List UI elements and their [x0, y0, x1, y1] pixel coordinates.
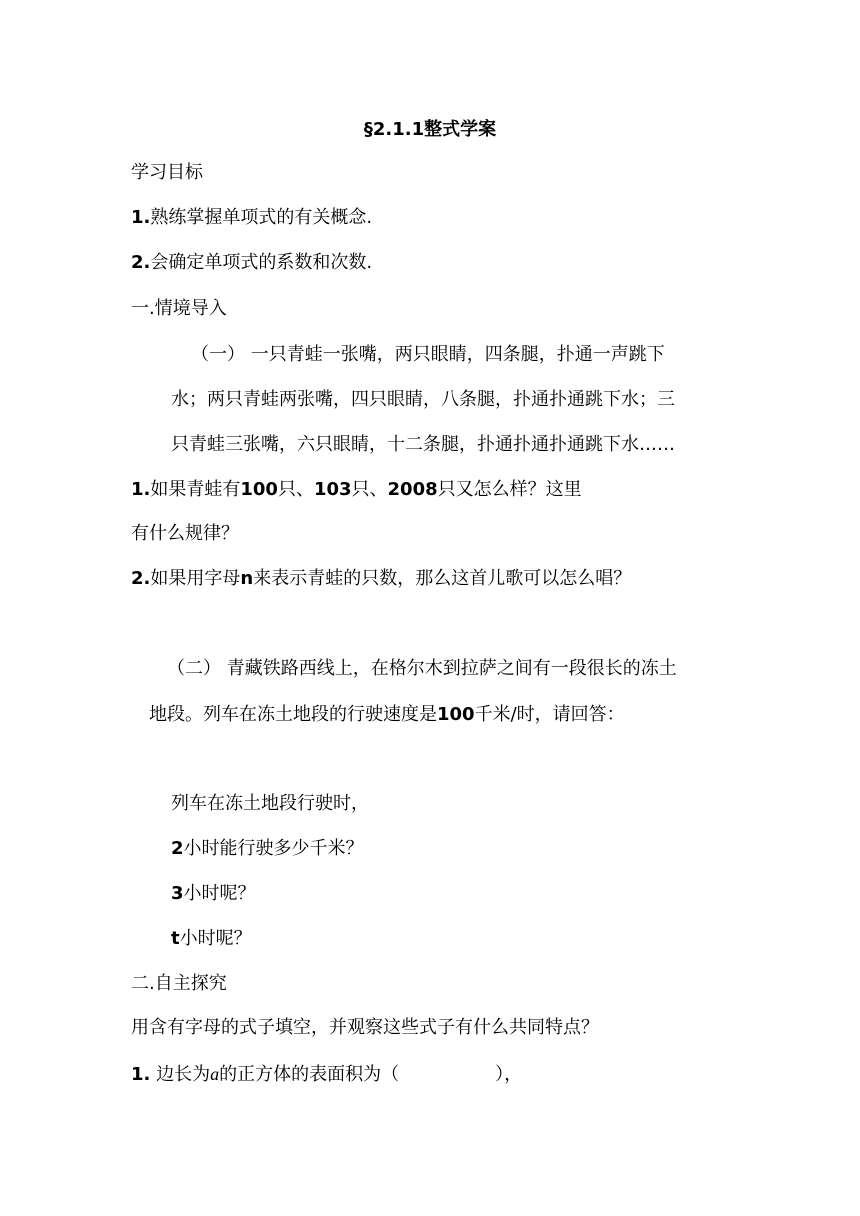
question-text: 的正方体的表面积为（ — [219, 1064, 400, 1085]
question-number: 2. — [131, 568, 151, 589]
scenario-1-line-2: 水；两只青蛙两张嘴，四只眼睛，八条腿，扑通扑通跳下水；三 — [171, 389, 675, 410]
number: 3 — [171, 883, 184, 904]
page-title: §2.1.1整式学案 — [363, 119, 497, 140]
question-text: 来表示青蛙的只数，那么这首儿歌可以怎么唱？ — [253, 568, 632, 589]
number: 2 — [171, 838, 184, 859]
objective-item-2 — [131, 251, 372, 275]
sub-question-text: 小时能行驶多少千米？ — [183, 838, 364, 859]
scenario-1-line-3: 只青蛙三张嘴，六只眼睛，十二条腿，扑通扑通扑通跳下水…… — [171, 434, 675, 455]
question-text: 只、 — [277, 479, 314, 500]
question-text: 如果青蛙有 — [150, 479, 241, 500]
variable-a: a — [210, 1064, 220, 1084]
number: 103 — [313, 479, 352, 500]
question-1 — [131, 478, 582, 502]
sub-question-3 — [171, 927, 252, 951]
objective-number: 1. — [131, 207, 151, 228]
objectives-heading: 学习目标 — [131, 162, 203, 183]
sub-question-2 — [171, 882, 256, 906]
scenario-text: 地段。列车在冻土地段的行驶速度是 — [149, 704, 437, 725]
number: 100 — [240, 479, 278, 500]
explore-question-1 — [131, 1062, 522, 1087]
question-text: 边长为 — [150, 1064, 211, 1085]
section-2-heading: 二.自主探究 — [131, 973, 227, 994]
number: 2008 — [387, 479, 438, 500]
question-1-continued: 有什么规律？ — [131, 523, 239, 544]
section-1-heading: 一.情境导入 — [131, 298, 227, 319]
question-text: 只又怎么样？这里 — [437, 479, 582, 500]
sub-question-text: 小时呢？ — [183, 883, 256, 904]
sub-question-text: 小时呢？ — [179, 928, 252, 949]
scenario-2-line-1: （二） 青藏铁路西线上，在格尔木到拉萨之间有一段很长的冻土 — [167, 658, 677, 679]
question-number: 1. — [131, 1064, 151, 1085]
question-text: ）， — [495, 1064, 523, 1085]
question-2 — [131, 567, 631, 591]
sub-intro: 列车在冻土地段行驶时， — [171, 793, 369, 814]
objective-text: 会确定单项式的系数和次数. — [150, 252, 373, 273]
scenario-1-line-1: （一） 一只青蛙一张嘴，两只眼睛，四条腿，扑通一声跳下 — [191, 344, 665, 365]
objective-number: 2. — [131, 252, 151, 273]
variable-t: t — [171, 928, 180, 949]
question-number: 1. — [131, 479, 151, 500]
section-2-instruction: 用含有字母的式子填空，并观察这些式子有什么共同特点？ — [131, 1017, 599, 1038]
scenario-2-line-2 — [149, 703, 625, 727]
number: 100 — [437, 704, 475, 725]
objective-item-1 — [131, 206, 372, 230]
variable-n: n — [240, 568, 254, 589]
sub-question-1 — [171, 837, 364, 861]
scenario-text: 千米/时，请回答： — [474, 704, 625, 725]
question-text: 如果用字母 — [150, 568, 241, 589]
question-text: 只、 — [351, 479, 388, 500]
objective-text: 熟练掌握单项式的有关概念. — [150, 207, 373, 228]
